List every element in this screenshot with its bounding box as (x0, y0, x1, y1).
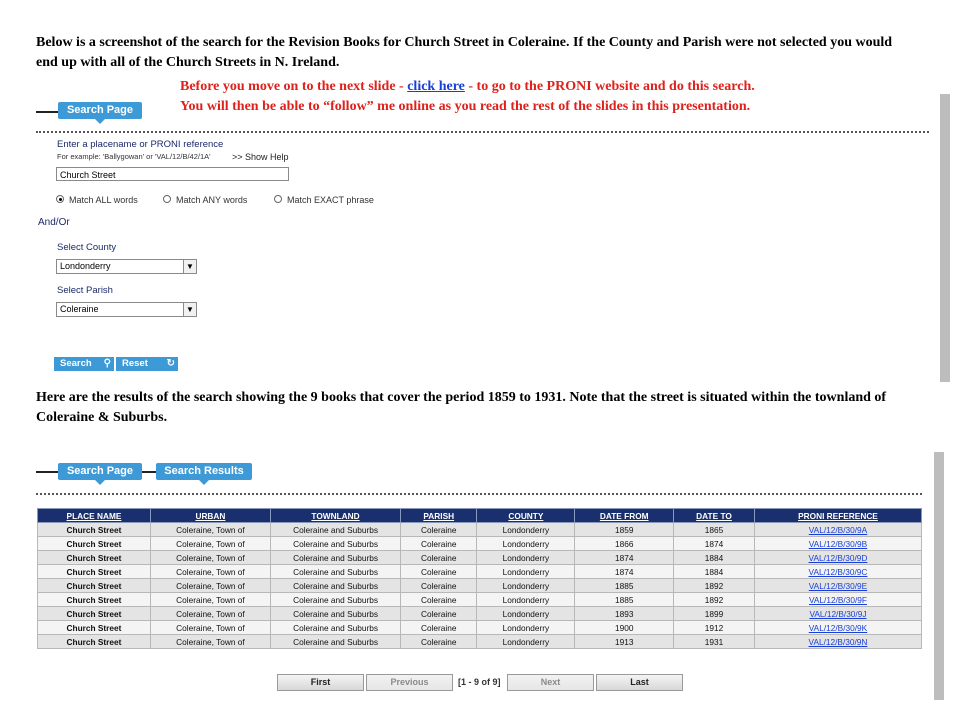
match-all-label: Match ALL words (69, 195, 138, 205)
cell-date-to: 1865 (674, 523, 755, 537)
col-place-name[interactable]: PLACE NAME (38, 509, 151, 523)
cell-parish: Coleraine (401, 607, 477, 621)
cell-place-name: Church Street (38, 565, 151, 579)
radio-match-all[interactable] (56, 195, 64, 203)
county-select[interactable] (56, 259, 197, 274)
match-exact-label: Match EXACT phrase (287, 195, 374, 205)
cell-date-from: 1874 (575, 551, 674, 565)
search-input[interactable]: Church Street (56, 167, 289, 181)
tab-search-results[interactable]: Search Results (156, 463, 252, 480)
cell-place-name: Church Street (38, 607, 151, 621)
cell-townland: Coleraine and Suburbs (270, 551, 400, 565)
cell-date-to: 1884 (674, 551, 755, 565)
intro-text: Below is a screenshot of the search for the Revision Books for Church Street in Coleraine. If the County and Parish were not selected you would end up with all of the Church Streets in N. Ireland. (36, 35, 893, 70)
cell-date-from: 1885 (575, 579, 674, 593)
cell-date-from: 1866 (575, 537, 674, 551)
table-row[interactable] (38, 635, 922, 649)
cell-place-name: Church Street (38, 621, 151, 635)
cell-date-from: 1893 (575, 607, 674, 621)
cell-proni-reference[interactable]: VAL/12/B/30/9J (754, 607, 921, 621)
note-line2: You will then be able to “follow” me online as you read the rest of the slides in this presentation. (180, 99, 751, 114)
cell-county: Londonderry (477, 523, 575, 537)
cell-place-name: Church Street (38, 523, 151, 537)
and-or-label: And/Or (38, 217, 70, 228)
cell-urban: Coleraine, Town of (150, 551, 270, 565)
table-row[interactable] (38, 537, 922, 551)
cell-parish: Coleraine (401, 551, 477, 565)
col-date-to[interactable]: DATE TO (674, 509, 755, 523)
cell-proni-reference[interactable]: VAL/12/B/30/9B (754, 537, 921, 551)
col-date-from[interactable]: DATE FROM (575, 509, 674, 523)
tab-line-left (36, 471, 58, 473)
cell-townland: Coleraine and Suburbs (270, 607, 400, 621)
scrollbar-bottom[interactable] (934, 452, 944, 700)
cell-townland: Coleraine and Suburbs (270, 579, 400, 593)
show-help-link[interactable]: >> Show Help (232, 152, 289, 162)
cell-place-name: Church Street (38, 551, 151, 565)
cell-urban: Coleraine, Town of (150, 593, 270, 607)
previous-button[interactable]: Previous (366, 674, 453, 691)
cell-county: Londonderry (477, 579, 575, 593)
scrollbar-top[interactable] (940, 94, 950, 382)
cell-county: Londonderry (477, 593, 575, 607)
cell-county: Londonderry (477, 551, 575, 565)
cell-place-name: Church Street (38, 579, 151, 593)
click-here-link[interactable]: click here (407, 79, 465, 94)
cell-place-name: Church Street (38, 635, 151, 649)
next-button[interactable]: Next (507, 674, 594, 691)
cell-townland: Coleraine and Suburbs (270, 537, 400, 551)
note-after: - to go to the PRONI website and do this search. (464, 79, 755, 94)
cell-date-from: 1874 (575, 565, 674, 579)
cell-parish: Coleraine (401, 537, 477, 551)
tab-search-page[interactable]: Search Page (58, 463, 142, 480)
cell-county: Londonderry (477, 635, 575, 649)
cell-proni-reference[interactable]: VAL/12/B/30/9C (754, 565, 921, 579)
tab-line-middle (142, 471, 156, 473)
chevron-down-icon: ▼ (183, 303, 196, 316)
cell-date-to: 1884 (674, 565, 755, 579)
cell-date-to: 1874 (674, 537, 755, 551)
table-row[interactable] (38, 551, 922, 565)
cell-date-from: 1900 (575, 621, 674, 635)
cell-townland: Coleraine and Suburbs (270, 565, 400, 579)
cell-date-from: 1885 (575, 593, 674, 607)
cell-date-to: 1892 (674, 593, 755, 607)
col-proni-reference[interactable]: PRONI REFERENCE (754, 509, 921, 523)
cell-parish: Coleraine (401, 579, 477, 593)
divider (36, 131, 929, 133)
county-label: Select County (57, 242, 117, 253)
cell-county: Londonderry (477, 537, 575, 551)
cell-proni-reference[interactable]: VAL/12/B/30/9K (754, 621, 921, 635)
cell-date-from: 1859 (575, 523, 674, 537)
last-button[interactable]: Last (596, 674, 683, 691)
col-urban[interactable]: URBAN (150, 509, 270, 523)
cell-parish: Coleraine (401, 621, 477, 635)
tab-line-left (36, 111, 58, 113)
cell-county: Londonderry (477, 607, 575, 621)
cell-townland: Coleraine and Suburbs (270, 523, 400, 537)
cell-townland: Coleraine and Suburbs (270, 621, 400, 635)
cell-county: Londonderry (477, 621, 575, 635)
cell-urban: Coleraine, Town of (150, 579, 270, 593)
cell-parish: Coleraine (401, 523, 477, 537)
table-row[interactable] (38, 523, 922, 537)
cell-date-to: 1912 (674, 621, 755, 635)
cell-proni-reference[interactable]: VAL/12/B/30/9F (754, 593, 921, 607)
cell-urban: Coleraine, Town of (150, 523, 270, 537)
cell-urban: Coleraine, Town of (150, 565, 270, 579)
match-any-label: Match ANY words (176, 195, 248, 205)
cell-urban: Coleraine, Town of (150, 537, 270, 551)
results-text: Here are the results of the search showing the 9 books that cover the period 1859 to 1931. Note that the street is situated within the townland of Coleraine & Suburbs. (36, 390, 887, 425)
cell-county: Londonderry (477, 565, 575, 579)
table-row[interactable] (38, 621, 922, 635)
county-value: Londonderry (60, 261, 111, 271)
cell-date-to: 1931 (674, 635, 755, 649)
cell-proni-reference[interactable]: VAL/12/B/30/9E (754, 579, 921, 593)
parish-label: Select Parish (57, 285, 113, 296)
cell-proni-reference[interactable]: VAL/12/B/30/9D (754, 551, 921, 565)
col-county[interactable]: COUNTY (477, 509, 575, 523)
search-example: For example: 'Ballygowan' or 'VAL/12/B/42/1A' (57, 152, 211, 161)
table-row[interactable] (38, 565, 922, 579)
table-row[interactable] (38, 607, 922, 621)
cell-parish: Coleraine (401, 593, 477, 607)
table-row[interactable] (38, 579, 922, 593)
radio-match-any[interactable] (163, 195, 171, 203)
divider (36, 493, 922, 495)
results-table (37, 508, 922, 649)
search-prompt: Enter a placename or PRONI reference (57, 139, 224, 150)
cell-date-to: 1892 (674, 579, 755, 593)
cell-date-to: 1899 (674, 607, 755, 621)
tab-search-page[interactable]: Search Page (58, 102, 142, 119)
refresh-icon: ↻ (166, 358, 175, 369)
search-button-label: Search (60, 358, 92, 369)
cell-place-name: Church Street (38, 537, 151, 551)
parish-select[interactable] (56, 302, 197, 317)
first-button[interactable]: First (277, 674, 364, 691)
search-icon: ⚲ (103, 358, 111, 369)
radio-match-exact[interactable] (274, 195, 282, 203)
cell-place-name: Church Street (38, 593, 151, 607)
cell-parish: Coleraine (401, 565, 477, 579)
col-townland[interactable]: TOWNLAND (270, 509, 400, 523)
pager-status: [1 - 9 of 9] (458, 677, 501, 687)
results-page-panel (36, 460, 926, 500)
cell-urban: Coleraine, Town of (150, 635, 270, 649)
search-button[interactable] (54, 357, 114, 371)
cell-townland: Coleraine and Suburbs (270, 635, 400, 649)
cell-urban: Coleraine, Town of (150, 607, 270, 621)
reset-button-label: Reset (122, 358, 148, 369)
cell-townland: Coleraine and Suburbs (270, 593, 400, 607)
cell-proni-reference[interactable]: VAL/12/B/30/9N (754, 635, 921, 649)
search-page-panel (36, 100, 931, 380)
cell-date-from: 1913 (575, 635, 674, 649)
cell-proni-reference[interactable]: VAL/12/B/30/9A (754, 523, 921, 537)
parish-value: Coleraine (60, 304, 99, 314)
note-before: Before you move on to the next slide - (180, 79, 408, 94)
cell-urban: Coleraine, Town of (150, 621, 270, 635)
col-parish[interactable]: PARISH (401, 509, 477, 523)
table-row[interactable] (38, 593, 922, 607)
table-header-row (38, 509, 922, 523)
cell-parish: Coleraine (401, 635, 477, 649)
chevron-down-icon: ▼ (183, 260, 196, 273)
reset-button[interactable] (116, 357, 178, 371)
